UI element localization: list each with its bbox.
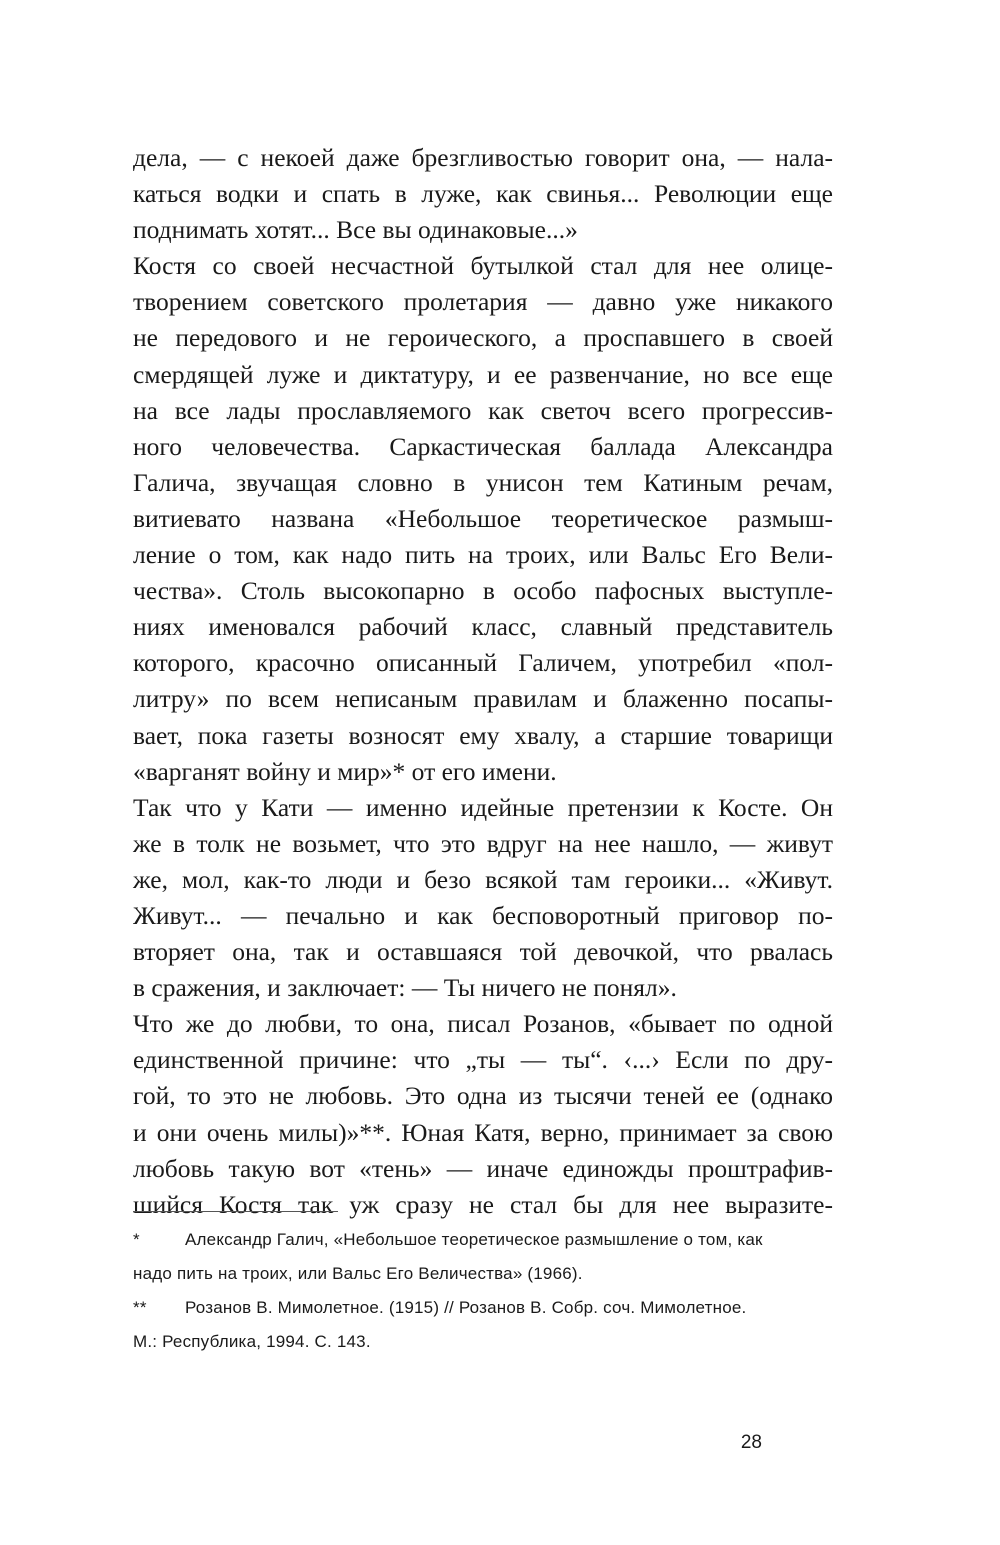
footnote-marker: ** [133, 1298, 147, 1317]
text-line: каться водки и спать в луже, как свинья... Революции еще [133, 179, 833, 209]
text-line: любовь такую вот «тень» — иначе единожды проштрафив- [133, 1153, 833, 1183]
footnote-2-continued: М.: Республика, 1994. С. 143. [133, 1332, 371, 1351]
text-line: единственной причине: что „ты — ты“. ‹...› Если по дру- [133, 1045, 833, 1075]
text-line: в сражения, и заключает: — Ты ничего не понял». [133, 973, 677, 1003]
text-line: не передового и не героического, а проспавшего в своей [133, 323, 833, 353]
footnote-text: Александр Галич, «Небольшое теоретическое размышление о том, как [185, 1230, 763, 1249]
text-line: дела, — с некоей даже брезгливостью говорит она, — нала- [133, 143, 833, 172]
text-line: вторяет она, так и оставшаяся той девочкой, что рвалась [133, 937, 833, 967]
footnote-marker: * [133, 1230, 140, 1249]
text-line: гой, то это не любовь. Это одна из тысячи теней ее (однако [133, 1081, 833, 1111]
text-line: ного человечества. Саркастическая баллада Александра [133, 431, 833, 461]
text-line: шийся Костя так уж сразу не стал бы для нее выразите- [133, 1189, 833, 1219]
text-line: и они очень милы)»**. Юная Катя, верно, принимает за свою [133, 1117, 833, 1147]
text-line: смердящей луже и диктатуру, и ее развенчание, но все еще [133, 359, 833, 389]
text-line: же в толк не возьмет, что это вдруг на нее нашло, — живут [133, 828, 833, 858]
text-line: Галича, звучащая словно в унисон тем Катиным речам, [133, 467, 833, 497]
text-line: Живут... — печально и как бесповоротный приговор по- [133, 900, 833, 930]
text-line: вает, пока газеты возносят ему хвалу, а старшие товарищи [133, 720, 833, 750]
text-line: витиевато названа «Небольшое теоретическое размыш- [133, 503, 833, 533]
page-number: 28 [740, 1432, 762, 1453]
text-line: же, мол, как-то люди и безо всякой там героики... «Живут. [133, 864, 833, 894]
text-line: чества». Столь высокопарно в особо пафосных выступле- [133, 576, 833, 606]
text-line: Так что у Кати — именно идейные претензии к Косте. Он [133, 792, 833, 822]
footnote-text: Розанов В. Мимолетное. (1915) // Розанов В. Собр. соч. Мимолетное. [185, 1298, 747, 1317]
text-line: литру» по всем неписаным правилам и блаженно посапы- [133, 684, 833, 714]
text-line: «варганят войну и мир»* от его имени. [133, 756, 557, 786]
text-line: ниях именовался рабочий класс, славный представитель [133, 612, 833, 642]
text-line: Что же до любви, то она, писал Розанов, «бывает по одной [133, 1009, 833, 1039]
footnotes [133, 1223, 843, 1359]
text-line: которого, красочно описанный Галичем, употребил «пол- [133, 648, 833, 678]
text-line: творением советского пролетария — давно уже никакого [133, 287, 833, 317]
text-line: поднимать хотят... Все вы одинаковые...» [133, 215, 578, 245]
main-text [133, 140, 833, 1223]
footnote-2 [133, 1291, 843, 1325]
text-line: Костя со своей несчастной бутылкой стал для нее олице- [133, 251, 833, 281]
text-line: ление о том, как надо пить на троих, или Вальс Его Вели- [133, 540, 833, 570]
footnote-1 [133, 1223, 843, 1257]
footnote-divider [133, 1211, 338, 1212]
text-line: на все лады прославляемого как светоч всего прогрессив- [133, 395, 833, 425]
footnote-1-continued: надо пить на троих, или Вальс Его Величества» (1966). [133, 1264, 583, 1283]
